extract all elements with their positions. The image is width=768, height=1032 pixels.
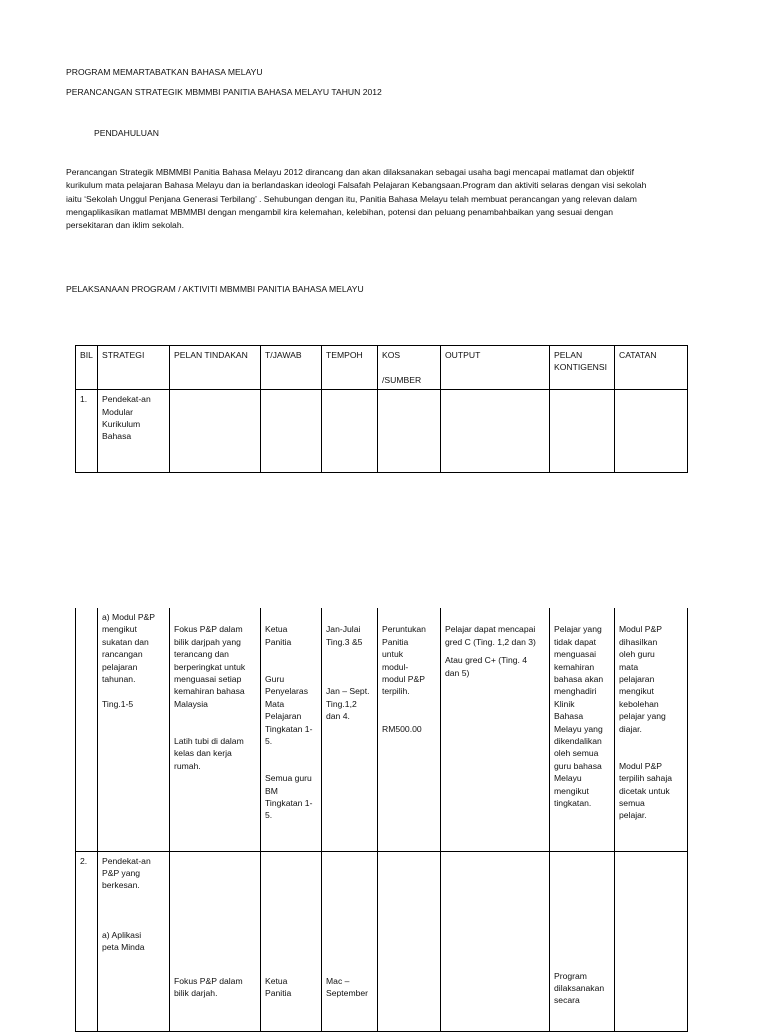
cell-text-line: bilik darjah. xyxy=(174,987,218,998)
cell-text-line: kebolehan xyxy=(619,698,659,709)
cell-text-line: kemahiran xyxy=(554,661,595,672)
row2-kontingensi xyxy=(550,851,615,1031)
cell-text-line: Kurikulum xyxy=(102,419,141,430)
row2-output xyxy=(441,851,550,1031)
cell-text-line: peta Minda xyxy=(102,942,145,953)
intro-line: Perancangan Strategik MBMMBI Panitia Bahasa Melayu 2012 dirancang dan akan dilaksanakan sebagai usaha bagi mencapai matlamat dan objektif xyxy=(66,167,635,177)
cell-text-line: gred C (Ting. 1,2 dan 3) xyxy=(445,636,536,647)
cell-text-line: Klinik xyxy=(554,698,575,709)
cell-text-line: tingkatan. xyxy=(554,798,592,809)
cell-text-line: kemahiran bahasa xyxy=(174,686,245,697)
row1-tjawab xyxy=(261,390,322,473)
cell-text-line: pelajaran xyxy=(102,661,138,672)
cell-text-line: Pelajar yang xyxy=(554,624,602,635)
cell-text-line: mengikut xyxy=(554,785,589,796)
cell-text-line: semua xyxy=(619,798,645,809)
cell-text-line: terpilih sahaja xyxy=(619,773,673,784)
intro-line: kurikulum mata pelajaran Bahasa Melayu dan ia berlandaskan ideologi Falsafah Pelajaran Kebangsaan.Program dan aktiviti selaras dengan visi sekolah xyxy=(66,180,647,191)
cell-text-line: berkesan. xyxy=(102,880,140,891)
cell-text-line: modul P&P xyxy=(382,674,425,685)
cell-text-line: 5. xyxy=(265,810,273,821)
cell-text-line: Guru xyxy=(265,673,285,684)
cell-text-line: tahunan. xyxy=(102,674,136,685)
table-header-row xyxy=(76,346,688,390)
cell-text-line: sukatan dan xyxy=(102,636,149,647)
cell-text-line: berperingkat untuk xyxy=(174,661,246,672)
cell-text-line: diajar. xyxy=(619,723,642,734)
row2-strategi xyxy=(98,851,170,1031)
cell-text-line: Bahasa xyxy=(554,711,584,722)
section-title-implementation: PELAKSANAAN PROGRAM / AKTIVITI MBMMBI PANITIA BAHASA MELAYU xyxy=(66,284,364,294)
cell-text-line: September xyxy=(326,987,369,998)
header-tempoh: TEMPOH xyxy=(322,346,378,390)
cell-text-line: kelas dan kerja xyxy=(174,748,232,759)
cell-text-line: Ketua xyxy=(265,975,288,986)
cell-text-line: Panitia xyxy=(265,987,292,998)
row1a-bil xyxy=(76,608,98,851)
row2-kos xyxy=(378,851,441,1031)
header-pelan-tindakan: PELAN TINDAKAN xyxy=(170,346,261,390)
cell-text-line: Panitia xyxy=(382,636,409,647)
table-row xyxy=(76,390,688,473)
cell-text-line: Modular xyxy=(102,406,134,417)
cell-text-line: Mac – xyxy=(326,975,350,986)
row1a-kontingensi xyxy=(550,608,615,851)
cell-text-line: Modul P&P xyxy=(619,624,662,635)
cell-text-line: tidak dapat xyxy=(554,636,597,647)
intro-line: iaitu ‘Sekolah Unggul Penjana Generasi Terbilang’ . Sehubungan dengan itu, Panitia Bahasa Melayu telah membuat perancangan yang relevan dalam xyxy=(66,193,637,204)
cell-text-line: secara xyxy=(554,995,580,1006)
header-pelan-kontingensi: PELAN KONTIGENSI xyxy=(550,346,615,390)
row2-catatan xyxy=(615,851,688,1031)
row1a-output xyxy=(441,608,550,851)
cell-text-line: dan 4. xyxy=(326,711,350,722)
row1a-strategi: a) Modul P&P mengikut sukatan dan rancangan pelajaran tahunan. Ting.1-5 xyxy=(98,608,170,851)
cell-text-line: Atau gred C+ (Ting. 4 xyxy=(445,655,528,666)
cell-text-line: oleh semua xyxy=(554,748,599,759)
cell-text-line: guru bahasa xyxy=(554,760,602,771)
row1a-tjawab xyxy=(261,608,322,851)
header-output: OUTPUT xyxy=(441,346,550,390)
cell-text-line: Latih tubi di dalam xyxy=(174,736,244,747)
row1-kos xyxy=(378,390,441,473)
implementation-table-part1 xyxy=(75,345,688,473)
cell-text-line: terancang dan xyxy=(174,649,229,660)
cell-text-line: Malaysia xyxy=(174,698,208,709)
cell-text-line: dan 5) xyxy=(445,667,470,678)
cell-text-line: Ting.3 &5 xyxy=(326,636,363,647)
cell-text-line: pelajar yang xyxy=(619,711,666,722)
cell-text-line: rumah. xyxy=(174,760,201,771)
cell-text-line: menguasai xyxy=(554,649,597,660)
heading-program: PROGRAM MEMARTABATKAN BAHASA MELAYU xyxy=(66,67,263,77)
cell-text-line: Pendekat-an xyxy=(102,394,151,405)
cell-text-line: a) Aplikasi xyxy=(102,929,142,940)
cell-text-line: menguasai setiap xyxy=(174,674,242,685)
cell-text-line: Fokus P&P dalam xyxy=(174,975,243,986)
cell-text-line: Ting.1,2 xyxy=(326,698,357,709)
cell-text-line: Melayu yang xyxy=(554,723,603,734)
cell-text-line: dikendalikan xyxy=(554,736,602,747)
row2-tjawab xyxy=(261,851,322,1031)
row2-tempoh xyxy=(322,851,378,1031)
cell-text-line: oleh guru xyxy=(619,649,655,660)
cell-text-line: Semua guru xyxy=(265,773,312,784)
cell-text-line: dihasilkan xyxy=(619,636,658,647)
cell-text-line: BM xyxy=(265,785,278,796)
row1a-pelan-tindakan xyxy=(170,608,261,851)
header-strategi: STRATEGI xyxy=(98,346,170,390)
intro-line: persekitaran dan iklim sekolah. xyxy=(66,220,184,231)
section-title-intro: PENDAHULUAN xyxy=(94,128,159,138)
cell-text-line: Melayu xyxy=(554,773,582,784)
cell-text-line: Pendekat-an xyxy=(102,855,151,866)
cell-text-line: Bahasa xyxy=(102,431,132,442)
cell-text-line: mengikut xyxy=(102,624,137,635)
cell-text-line: terpilih. xyxy=(382,686,410,697)
cell-text-line: Peruntukan xyxy=(382,624,426,635)
table-row xyxy=(76,851,688,1031)
cell-text-line: mata xyxy=(619,661,639,672)
cell-text-line: dilaksanakan xyxy=(554,982,605,993)
cell-text-line: Program xyxy=(554,970,587,981)
row1-pelan-tindakan xyxy=(170,390,261,473)
row1a-tempoh xyxy=(322,608,378,851)
cell-text-line: Fokus P&P dalam xyxy=(174,624,243,635)
row1-strategi xyxy=(98,390,170,473)
row1-tempoh xyxy=(322,390,378,473)
cell-text-line: Tingkatan 1- xyxy=(265,798,313,809)
header-tjawab: T/JAWAB xyxy=(261,346,322,390)
cell-text-line: 5. xyxy=(265,736,273,747)
row2-bil: 2. xyxy=(76,851,98,1031)
cell-text-line: modul- xyxy=(382,661,409,672)
row1a-kos: Peruntukan Panitia untuk modul- modul P&P terpilih. RM500.00 xyxy=(378,608,441,851)
implementation-table-part2 xyxy=(75,608,688,1032)
cell-text-line: bahasa akan xyxy=(554,674,604,685)
cell-text-line: menghadiri xyxy=(554,686,597,697)
cell-text-line: pelajaran xyxy=(619,674,655,685)
cell-text-line: P&P yang xyxy=(102,867,141,878)
intro-paragraph xyxy=(66,166,706,232)
row1a-catatan xyxy=(615,608,688,851)
row1-catatan xyxy=(615,390,688,473)
cell-text-line: Pelajar dapat mencapai xyxy=(445,624,536,635)
cell-text-line: Panitia xyxy=(265,636,292,647)
row1-bil: 1. xyxy=(76,390,98,473)
row1-kontingensi xyxy=(550,390,615,473)
cell-text-line: Penyelaras xyxy=(265,686,308,697)
cell-text-line: dicetak untuk xyxy=(619,785,670,796)
cell-text-line: Jan – Sept. xyxy=(326,686,370,697)
cell-text-line: pelajar. xyxy=(619,810,647,821)
header-bil: BIL xyxy=(76,346,98,390)
row2-pelan-tindakan xyxy=(170,851,261,1031)
header-kos: KOS /SUMBER xyxy=(378,346,441,390)
cell-text-line: Mata xyxy=(265,698,285,709)
cell-text-line: Jan-Julai xyxy=(326,624,361,635)
intro-line: mengaplikasikan matlamat MBMMBI dengan mengambil kira kelemahan, kelebihan, potensi dan peluang penambahbaikan yang sesuai dengan xyxy=(66,206,613,217)
heading-strategic-plan: PERANCANGAN STRATEGIK MBMMBI PANITIA BAHASA MELAYU TAHUN 2012 xyxy=(66,87,382,97)
cell-text-line: Tingkatan 1- xyxy=(265,723,313,734)
cell-text-line: Modul P&P xyxy=(619,760,662,771)
cell-text-line: mengikut xyxy=(619,686,654,697)
cell-text-line: bilik darjpah yang xyxy=(174,636,241,647)
header-catatan: CATATAN xyxy=(615,346,688,390)
cell-text-line: rancangan xyxy=(102,649,143,660)
cell-text-line: untuk xyxy=(382,649,404,660)
cell-text-line: Ketua xyxy=(265,624,288,635)
cell-text-line: a) Modul P&P xyxy=(102,612,156,622)
cell-text-line: Pelajaran xyxy=(265,711,302,722)
table-row xyxy=(76,608,688,851)
row1-output xyxy=(441,390,550,473)
